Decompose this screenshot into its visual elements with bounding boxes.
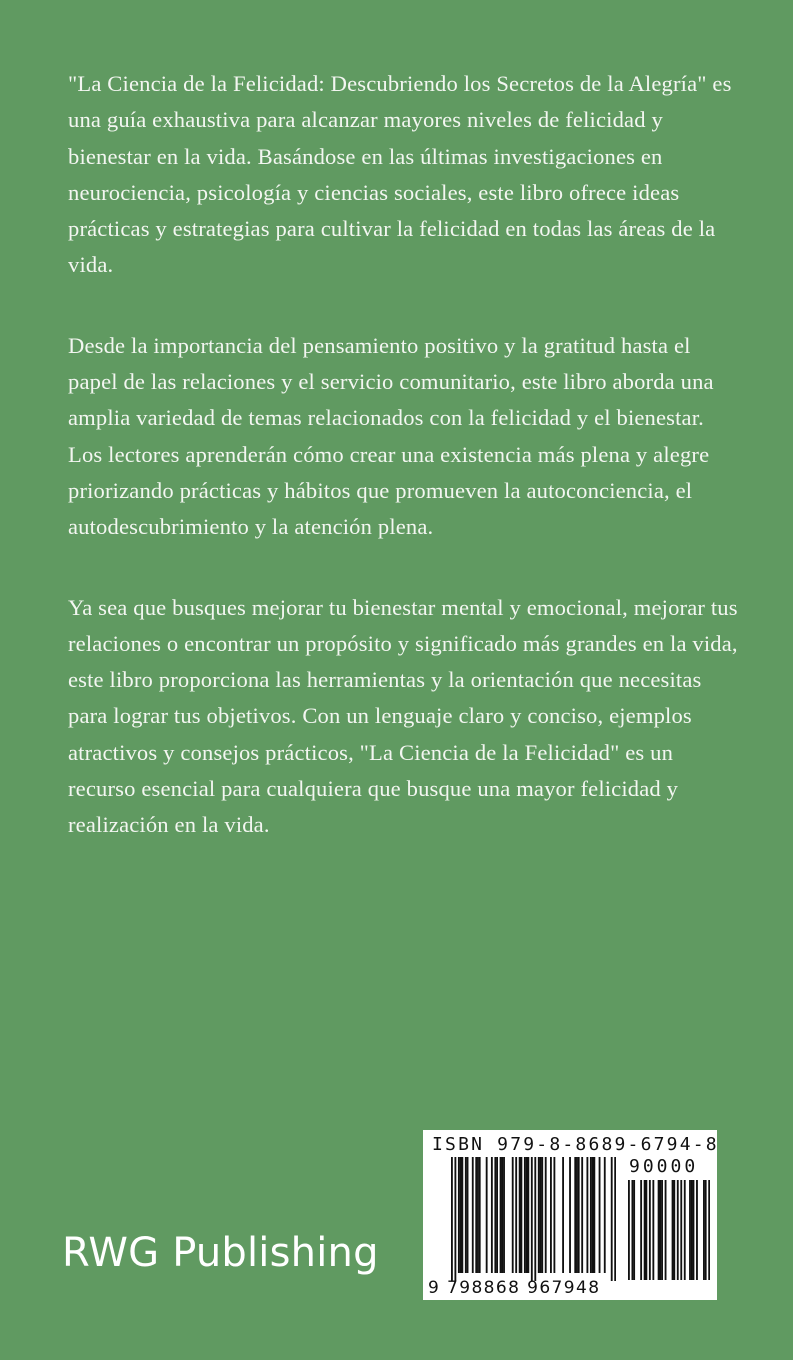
- barcode-bar: [467, 1157, 469, 1273]
- book-description: [68, 66, 738, 888]
- addon-barcode-bar: [703, 1180, 705, 1280]
- description-paragraph-2: Desde la importancia del pensamiento positivo y la gratitud hasta el papel de las relaciones y el servicio comunitario, este libro aborda una amplia variedad de temas relacionados con la felicidad y el bienestar. Los lectores aprenderán cómo crear una existencia más plena y alegre priorizando prácticas y hábitos que promueven la autoconciencia, el autodescubrimiento y la atención plena.: [68, 332, 714, 540]
- barcode-bar: [486, 1157, 488, 1273]
- barcode-bar: [472, 1157, 474, 1273]
- addon-barcode-bar: [677, 1180, 679, 1280]
- addon-barcode-bar: [658, 1180, 660, 1280]
- isbn-barcode: [423, 1130, 717, 1300]
- barcode-bar: [460, 1157, 462, 1273]
- barcode-bar: [527, 1157, 529, 1273]
- barcode-bar: [501, 1157, 503, 1273]
- barcode-bar: [526, 1157, 528, 1273]
- ean-barcode-bars: [451, 1157, 616, 1281]
- barcode-bar: [491, 1157, 493, 1273]
- publisher-name: RWG Publishing: [62, 1230, 379, 1276]
- barcode-bar: [477, 1157, 479, 1273]
- addon-barcode-bar: [645, 1180, 647, 1280]
- addon-barcode-bar: [693, 1180, 695, 1280]
- barcode-bar: [553, 1157, 555, 1273]
- barcode-bar: [569, 1157, 571, 1273]
- barcode-bar: [611, 1157, 613, 1281]
- barcode-bar: [578, 1157, 580, 1273]
- barcode-bar: [545, 1157, 547, 1273]
- addon-barcode-bar: [644, 1180, 646, 1280]
- barcode-bar: [574, 1157, 576, 1273]
- barcode-bar: [538, 1157, 540, 1273]
- addon-barcode-bar: [628, 1180, 630, 1280]
- barcode-bar: [562, 1157, 564, 1273]
- barcode-bar: [458, 1157, 460, 1273]
- barcode-bar: [496, 1157, 498, 1273]
- addon-barcode-bar: [659, 1180, 661, 1280]
- price-code: 90000: [629, 1156, 699, 1177]
- addon-barcode-bar: [652, 1180, 654, 1280]
- barcode-bar: [581, 1157, 583, 1273]
- barcode-bar: [451, 1157, 453, 1281]
- barcode-bar: [599, 1157, 601, 1273]
- isbn-label: ISBN 979-8-8689-6794-8: [432, 1134, 719, 1155]
- barcode-bar: [515, 1157, 517, 1273]
- addon-barcode-bar: [640, 1180, 642, 1280]
- description-paragraph-3: Ya sea que busques mejorar tu bienestar mental y emocional, mejorar tus relaciones o encontrar un propósito y significado más grandes en la vida, este libro proporciona las herramientas y la orientación que necesitas para lograr tus objetivos. Con un lenguaje claro y conciso, ejemplos atractivos y consejos prácticos, "La Ciencia de la Felicidad" es un recurso esencial para cualquiera que busque una mayor felicidad y realización en la vida.: [68, 594, 738, 838]
- barcode-bar: [534, 1157, 536, 1281]
- barcode-bar: [590, 1157, 592, 1273]
- description-paragraph-1: "La Ciencia de la Felicidad: Descubriendo los Secretos de la Alegría" es una guía exhaustiva para alcanzar mayores niveles de felicidad y bienestar en la vida. Basándose en las últimas investigaciones en neurociencia, psicología y ciencias sociales, este libro ofrece ideas prácticas y estrategias para cultivar la felicidad en todas las áreas de la vida.: [68, 71, 732, 278]
- barcode-bar: [494, 1157, 496, 1273]
- barcode-bar: [519, 1157, 521, 1273]
- barcode-bar: [475, 1157, 477, 1273]
- barcode-bar: [503, 1157, 505, 1273]
- barcode-bar: [500, 1157, 502, 1273]
- barcode-bar: [614, 1157, 616, 1281]
- barcode-bar: [465, 1157, 467, 1273]
- addon-barcode-bar: [680, 1180, 682, 1280]
- barcode-bar: [541, 1157, 543, 1273]
- barcode-bar: [550, 1157, 552, 1273]
- addon-barcode-bar: [672, 1180, 674, 1280]
- barcode-bar: [540, 1157, 542, 1273]
- barcode-bar: [586, 1157, 588, 1273]
- addon-barcode-bar: [673, 1180, 675, 1280]
- addon-barcode-bar: [661, 1180, 663, 1280]
- addon-barcode-bar: [696, 1180, 698, 1280]
- barcode-bar: [531, 1157, 533, 1281]
- addon-barcode-bar: [684, 1180, 686, 1280]
- barcode-bar: [461, 1157, 463, 1273]
- barcode-bar: [604, 1157, 606, 1273]
- addon-barcode-bar: [633, 1180, 635, 1280]
- barcode-bar: [479, 1157, 481, 1273]
- barcode-bar: [593, 1157, 595, 1273]
- barcode-bar: [592, 1157, 594, 1273]
- addon-barcode-bar: [631, 1180, 633, 1280]
- addon-barcode-bar: [649, 1180, 651, 1280]
- addon-barcode-bar: [689, 1180, 691, 1280]
- addon-barcode-bar: [665, 1180, 667, 1280]
- barcode-bar: [524, 1157, 526, 1273]
- addon-barcode-bar: [708, 1180, 710, 1280]
- ean-digits: 9 798868 967948: [428, 1278, 601, 1298]
- barcode-bar: [576, 1157, 578, 1273]
- addon-barcode-bar: [691, 1180, 693, 1280]
- barcode-bar: [520, 1157, 522, 1273]
- price-barcode-bars: [628, 1180, 710, 1280]
- barcode-bar: [454, 1157, 456, 1281]
- addon-barcode-bar: [705, 1180, 707, 1280]
- barcode-bar: [512, 1157, 514, 1273]
